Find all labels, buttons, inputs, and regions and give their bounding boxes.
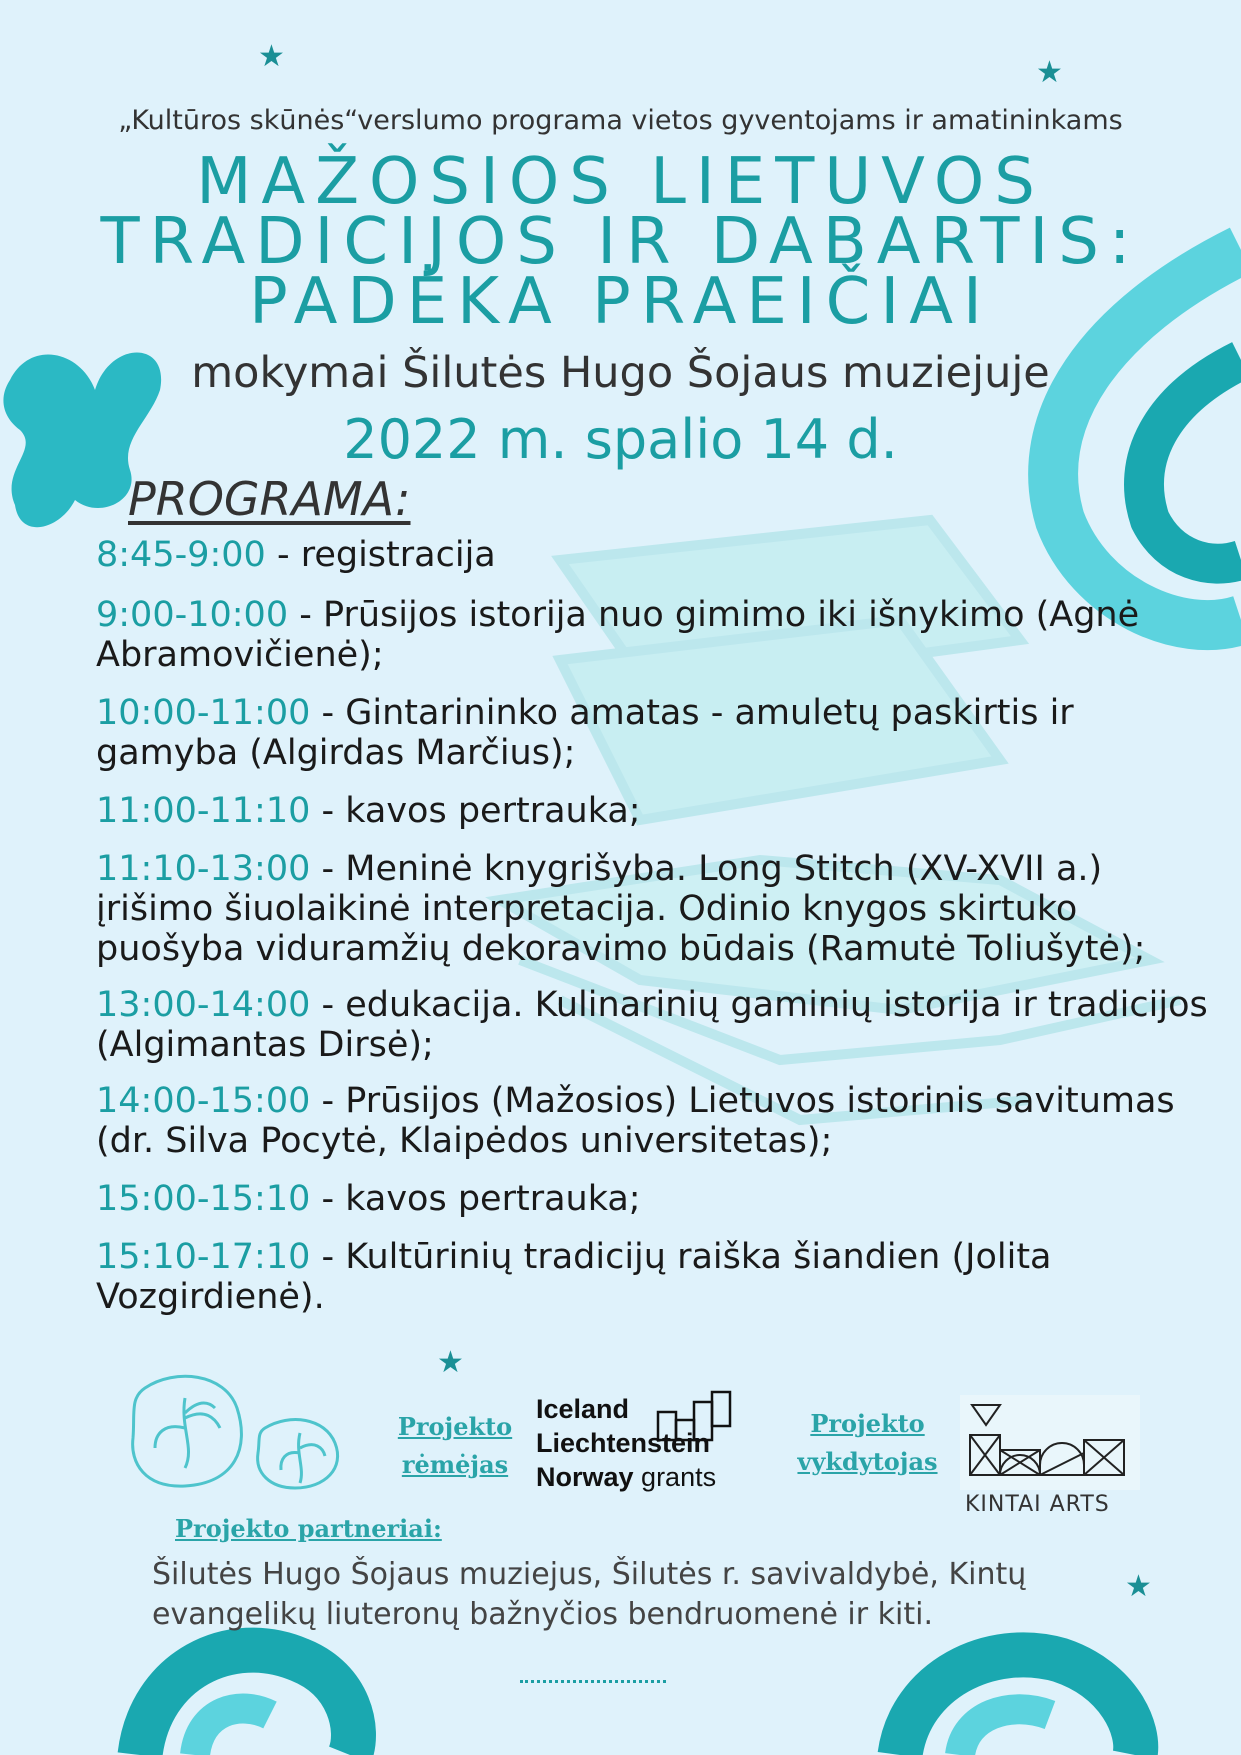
schedule-text: - Prūsijos (Mažosios) Lietuvos istorinis savitumas (dr. Silva Pocytė, Klaipėdos universitetas); <box>96 1081 1175 1161</box>
swirl-decoration <box>140 1650 1136 1755</box>
schedule-text: - Meninė knygrišyba. Long Stitch (XV-XVII a.) įrišimo šiuolaikinė interpretacija. Odinio knygos skirtuko puošyba viduramžių dekoravimo būdais (Ramutė Toliušytė); <box>96 849 1146 969</box>
page-title <box>0 145 1241 339</box>
schedule-time: 9:00-10:00 <box>96 595 289 635</box>
kintai-arts-logo <box>960 1395 1140 1490</box>
supporter-label: Projekto rėmėjas <box>397 1412 513 1479</box>
star-icon: ★ <box>1125 1569 1152 1604</box>
title-line: PADĖKA PRAEIČIAI <box>249 265 992 339</box>
schedule-text: - registracija <box>265 535 496 575</box>
eea-grants-icon <box>655 1390 735 1445</box>
kintai-arts-text: KINTAI ARTS <box>965 1492 1110 1517</box>
partners-label: Projekto partneriai: <box>175 1514 442 1543</box>
schedule-time: 13:00-14:00 <box>96 985 311 1025</box>
schedule-text: - kavos pertrauka; <box>310 1179 641 1219</box>
amber-amulet-icon <box>125 1368 350 1493</box>
schedule-item <box>96 791 1226 831</box>
schedule-time: 11:00-11:10 <box>96 791 311 831</box>
schedule-item <box>96 1081 1226 1161</box>
schedule-item <box>96 535 1226 575</box>
schedule-item <box>96 985 1226 1065</box>
grants-norway: Norway <box>536 1462 634 1492</box>
event-place: mokymai Šilutės Hugo Šojaus muziejuje <box>191 348 1050 398</box>
title-line: TRADICIJOS IR DABARTIS: <box>100 205 1141 279</box>
schedule-time: 15:10-17:10 <box>96 1237 311 1277</box>
schedule-item <box>96 693 1226 773</box>
schedule-list <box>96 535 1226 1317</box>
partners-text: Šilutės Hugo Šojaus muziejus, Šilutės r. savivaldybė, Kintų evangelikų liuteronų bažnyčios bendruomenė ir kiti. <box>152 1557 1027 1632</box>
schedule-time: 14:00-15:00 <box>96 1081 311 1121</box>
schedule-time: 8:45-9:00 <box>96 535 266 575</box>
grants-word: grants <box>633 1462 717 1492</box>
grants-line: Iceland <box>536 1394 630 1424</box>
title-line: MAŽOSIOS LIETUVOS <box>196 145 1045 219</box>
schedule-text: - kavos pertrauka; <box>310 791 641 831</box>
program-subtitle: „Kultūros skūnės“verslumo programa vietos gyventojams ir amatininkams <box>118 105 1123 136</box>
schedule-item <box>96 1237 1226 1317</box>
schedule-text: - Prūsijos istorija nuo gimimo iki išnykimo (Agnė Abramovičienė); <box>96 595 1140 675</box>
schedule-item <box>96 1179 1226 1219</box>
schedule-item <box>96 595 1226 675</box>
schedule-item <box>96 849 1226 969</box>
schedule-text: - Kultūrinių tradicijų raiška šiandien (Jolita Vozgirdienė). <box>96 1237 1052 1317</box>
star-icon: ★ <box>1036 55 1063 90</box>
schedule-time: 10:00-11:00 <box>96 693 311 733</box>
program-heading: PROGRAMA: <box>128 472 411 526</box>
schedule-text: - edukacija. Kulinarinių gaminių istorija ir tradicijos (Algimantas Dirsė); <box>96 985 1208 1065</box>
grants-line <box>536 1460 756 1494</box>
schedule-time: 11:10-13:00 <box>96 849 311 889</box>
event-date: 2022 m. spalio 14 d. <box>343 408 898 471</box>
schedule-time: 15:00-15:10 <box>96 1179 311 1219</box>
star-icon: ★ <box>258 39 285 74</box>
executor-label: Projekto vykdytojas <box>797 1409 938 1476</box>
dotted-divider <box>520 1680 666 1683</box>
star-icon: ★ <box>437 1345 464 1380</box>
grants-line: Liechtenstein <box>536 1428 711 1458</box>
schedule-text: - Gintarininko amatas - amuletų paskirtis ir gamyba (Algirdas Marčius); <box>96 693 1074 773</box>
